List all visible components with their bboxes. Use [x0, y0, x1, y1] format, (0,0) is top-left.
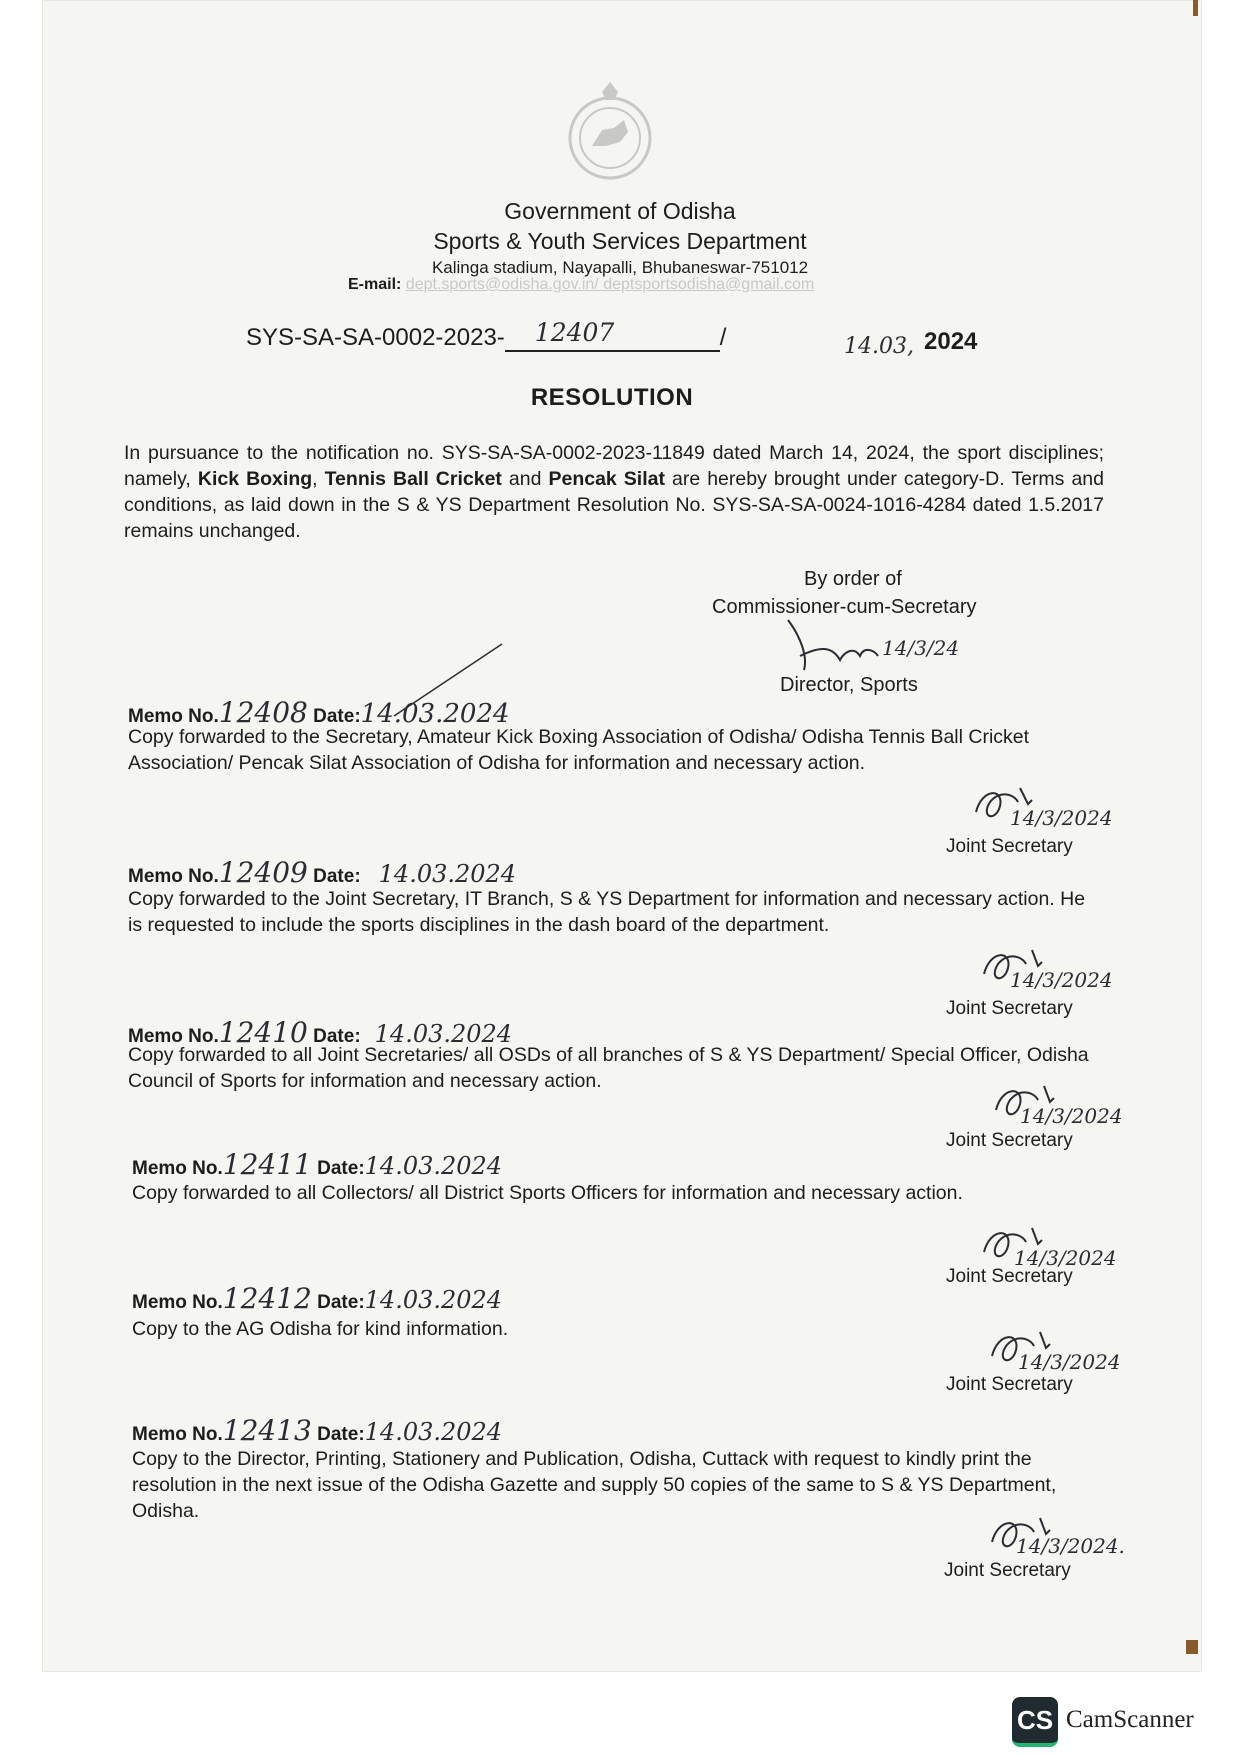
memo-5-number: 12412: [222, 1282, 312, 1315]
memo-3-date: 14.03.2024: [374, 1020, 513, 1048]
scan-edge-mark-top: [1193, 0, 1198, 16]
memo-3-date-label: Date:: [313, 1026, 361, 1047]
body-text-4: are hereby brought under category-D. Terms and conditions, as laid down in the S & YS Department Resolution No. SYS-SA-SA-0024-1016-4284 dated 1.5.2017 remains unchanged.: [124, 468, 1104, 542]
body-sport-tennis-ball-cricket: Tennis Ball Cricket: [324, 468, 502, 490]
memo-3-text: Copy forwarded to all Joint Secretaries/ all OSDs of all branches of S & YS Department/ Special Officer, Odisha Council of Sports for information and necessary action.: [128, 1044, 1089, 1092]
memo-2-signature-date: 14/3/2024: [1010, 968, 1113, 992]
memo-2-text: Copy forwarded to the Joint Secretary, IT Branch, S & YS Department for information and necessary action. He is requested to include the sports disciplines in the dash board of the department.: [128, 888, 1086, 936]
memo-6-signatory: Joint Secretary: [944, 1560, 1071, 1581]
email-link[interactable]: dept.sports@odisha.gov.in/ deptsportsodisha@gmail.com: [405, 276, 815, 293]
memo-1-label-text: Memo No.: [128, 706, 219, 727]
memo-2-label: [128, 856, 516, 889]
memo-2-date-label: Date:: [313, 866, 361, 887]
memo-5-text: Copy to the AG Odisha for kind information.: [132, 1318, 509, 1340]
scan-edge-mark-bottom: [1186, 1640, 1198, 1654]
memo-6-date-label: Date:: [317, 1424, 365, 1445]
reference-number: [246, 318, 727, 352]
memo-6-number: 12413: [222, 1414, 312, 1447]
camscanner-label: CamScanner: [1066, 1706, 1194, 1733]
body-text-3: and: [501, 468, 549, 490]
camscanner-logo-icon: CS: [1012, 1697, 1058, 1747]
memo-3-signature-date: 14/3/2024: [1020, 1104, 1123, 1128]
reference-year: 2024: [924, 328, 978, 355]
memo-5-label-text: Memo No.: [132, 1292, 223, 1313]
memo-4-number: 12411: [222, 1148, 312, 1181]
memo-4-signatory: Joint Secretary: [946, 1266, 1073, 1287]
memo-4-label-text: Memo No.: [132, 1158, 223, 1179]
memo-1-number: 12408: [218, 696, 308, 729]
gov-name: Government of Odisha: [504, 198, 736, 224]
memo-1-signature-date: 14/3/2024: [1010, 806, 1113, 830]
body-text-2: ,: [312, 468, 325, 490]
memo-4-date-label: Date:: [317, 1158, 365, 1179]
memo-4-text: Copy forwarded to all Collectors/ all District Sports Officers for information and necessary action.: [132, 1182, 963, 1204]
memo-6-text: Copy to the Director, Printing, Stationery and Publication, Odisha, Cuttack with request to kindly print the resolution in the next issue of the Odisha Gazette and supply 50 copies of the same to S & YS Department, Odisha.: [132, 1448, 1057, 1522]
body-sport-kick-boxing: Kick Boxing: [197, 468, 313, 490]
memo-5-signature-date: 14/3/2024: [1018, 1350, 1121, 1374]
memo-2-number: 12409: [218, 856, 308, 889]
memo-1-signatory: Joint Secretary: [946, 836, 1073, 857]
memo-6-label: [132, 1414, 502, 1447]
director-signature-date: 14/3/24: [882, 636, 960, 660]
memo-4-signature-date: 14/3/2024: [1014, 1246, 1117, 1270]
reference-blank: [505, 318, 720, 352]
by-order-of: By order of: [804, 568, 902, 590]
odisha-emblem-icon: [562, 80, 658, 190]
body-text-1: In pursuance to the notification no. SYS-SA-SA-0002-2023-11849 dated March 14, 2024, the sport disciplines; namely,: [124, 442, 1104, 490]
memo-1-date-label: Date:: [313, 706, 361, 727]
reference-handwritten-number: 12407: [534, 318, 615, 347]
reference-handwritten-date: 14.03,: [844, 334, 914, 359]
memo-6-date: 14.03.2024: [364, 1418, 503, 1446]
resolution-body: [124, 440, 1104, 544]
memo-4-date: 14.03.2024: [364, 1152, 503, 1180]
memo-5-label: [132, 1282, 502, 1315]
memo-1-date: 14.03.2024: [360, 699, 510, 729]
email-label: E-mail:: [348, 276, 402, 293]
memo-1-text: Copy forwarded to the Secretary, Amateur Kick Boxing Association of Odisha/ Odisha Tennis Ball Cricket Association/ Pencak Silat Association of Odisha for information and necessary action.: [128, 726, 1030, 774]
memo-2-label-text: Memo No.: [128, 866, 219, 887]
body-sport-pencak-silat: Pencak Silat: [548, 468, 665, 490]
memo-2-date: 14.03.2024: [378, 860, 517, 888]
email-row: [348, 276, 814, 294]
director-designation: Director, Sports: [780, 674, 918, 696]
reference-prefix: SYS-SA-SA-0002-2023-: [246, 324, 505, 351]
memo-3-signatory: Joint Secretary: [946, 1130, 1073, 1151]
memo-2-signatory: Joint Secretary: [946, 998, 1073, 1019]
memo-6-label-text: Memo No.: [132, 1424, 223, 1445]
reference-slash: /: [719, 324, 727, 351]
department-name: Sports & Youth Services Department: [433, 228, 807, 254]
memo-5-date: 14.03.2024: [364, 1286, 503, 1314]
order-authority: Commissioner-cum-Secretary: [712, 596, 977, 618]
memo-3-label-text: Memo No.: [128, 1026, 219, 1047]
memo-5-signatory: Joint Secretary: [946, 1374, 1073, 1395]
memo-6-signature-date: 14/3/2024.: [1016, 1534, 1125, 1558]
memo-3-number: 12410: [218, 1016, 308, 1049]
memo-5-date-label: Date:: [317, 1292, 365, 1313]
department-address: Kalinga stadium, Nayapalli, Bhubaneswar-751012: [431, 258, 809, 277]
memo-4-label: [132, 1148, 502, 1181]
document-title: RESOLUTION: [530, 384, 694, 411]
